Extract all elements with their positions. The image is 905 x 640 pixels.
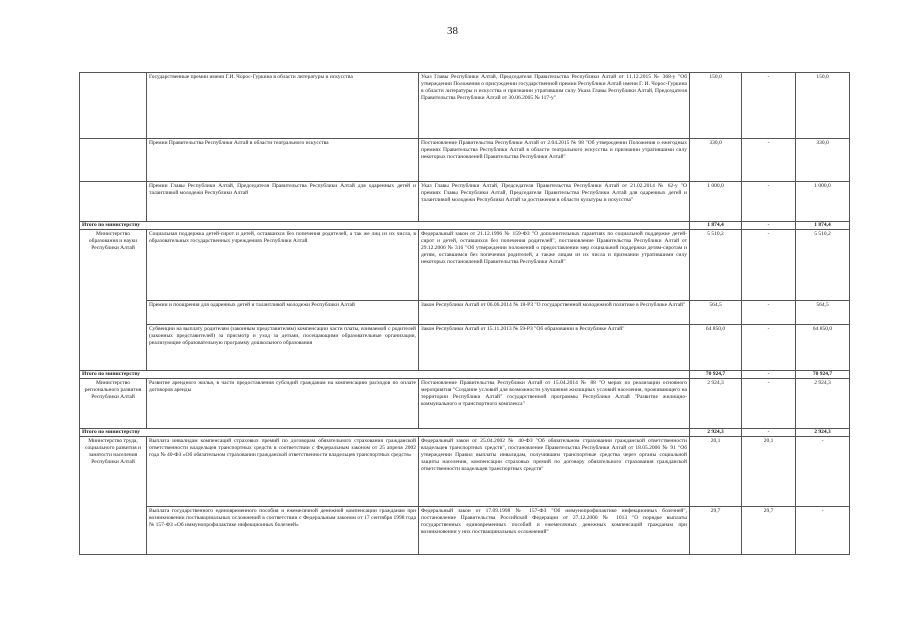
ministry-total-row [80,371,850,379]
ministry-cell [80,73,147,139]
legal-basis-cell: Закон Республики Алтай от 06.06.2014 № 18-РЗ "О государственной молодежной политике в Республике Алтай" [419,301,690,325]
table-row [80,379,850,429]
legal-basis-cell: Закон Республики Алтай от 15.11.2013 № 59-РЗ "Об образовании в Республике Алтай" [419,325,690,371]
table-row [80,437,850,507]
federal-cell: - [742,73,796,139]
total-cell: 330,0 [690,139,742,182]
benefits-table [79,72,850,555]
total-label: Итого по министерству [80,371,690,379]
program-cell: Государственные премии имени Г.И. Чорос-Гуркина в области литературы и искусства [147,73,419,139]
program-cell: Выплата государственного единовременного пособия и ежемесячной денежной компенсации гражданам при возникновении поствакцинальных осложнений в соответствии с Федеральным законом от 17 сентября 1998 года № 157-ФЗ «Об иммунопрофилактике инфекционных болезней» [147,507,419,555]
total-sum: 70 924,7 [690,371,742,379]
ministry-cell: Министерство труда, социального развития и занятости населения Республики Алтай [80,437,147,555]
ministry-total-row [80,429,850,437]
legal-basis-cell: Постановление Правительства Республики Алтай от 2.04.2015 № 98 "Об утверждении Положения о ежегодных премиях Правительства Республики Алтай в области театрального искусства и признании утратившими силу некоторых постановлений Правительства Республики Алтай" [419,139,690,182]
ministry-cell [80,139,147,182]
regional-cell: 1 000,0 [796,182,850,222]
regional-cell: 64 850,0 [796,325,850,371]
regional-cell: 2 924,3 [796,379,850,429]
total-label: Итого по министерству [80,222,690,230]
federal-cell: - [742,379,796,429]
table-row [80,182,850,222]
program-cell: Выплата инвалидам компенсаций страховых премий по договорам обязательного страхования гражданской ответственности владельцев транспортных средств в соответствии с Федеральным законом от 25 апреля 2002 года № 40-ФЗ «Об обязательном страховании гражданской ответственности владельцев транспортных средств» [147,437,419,507]
program-cell: Субвенции на выплату родителям (законным представителям) компенсации части платы, взимаемой с родителей (законных представителей) за присмотр и уход за детьми, посещающими образовательные организации, реализующие образовательную программу дошкольного образования [147,325,419,371]
total-cell: 29,7 [690,507,742,555]
total-federal: - [742,222,796,230]
legal-basis-cell: Федеральный закон от 17.09.1998 № 157-ФЗ "Об иммунопрофилактике инфекционных болезней", постановление Правительства Российской Федерации от 27.12.2000 № 1013 "О порядке выплаты государственных единовременных пособий и ежемесячных денежных компенсаций гражданам при возникновении у них поствакцинальных осложнений" [419,507,690,555]
total-cell: 64 850,0 [690,325,742,371]
table-row [80,230,850,301]
regional-cell: 564,5 [796,301,850,325]
total-federal: - [742,371,796,379]
total-regional: 70 924,7 [796,371,850,379]
total-label: Итого по министерству [80,429,690,437]
total-regional: 1 874,4 [796,222,850,230]
legal-basis-cell: Указ Главы Республики Алтай, Председателя Правительства Республики Алтай от 11.12.2015 № 368-у "Об утверждении Положения о присуждении государственной премии Республики Алтай имени Г. И. Чорос-Гуркина в области литературы и искусства и признании утратившим силу Указа Главы Республики Алтай, Председателя Правительства Республики Алтай от 30.06.2005 № 117-у" [419,73,690,139]
ministry-cell [80,182,147,222]
total-cell: 564,5 [690,301,742,325]
regional-cell: 330,0 [796,139,850,182]
regional-cell: 5 510,2 [796,230,850,301]
table-row [80,507,850,555]
federal-cell: - [742,182,796,222]
federal-cell: - [742,301,796,325]
ministry-cell: Министерство образования и науки Республики Алтай [80,230,147,371]
total-regional: 2 924,3 [796,429,850,437]
ministry-total-row [80,222,850,230]
program-cell: Премии Правительства Республики Алтай в области театрального искусства [147,139,419,182]
federal-cell: 29,7 [742,507,796,555]
table-row [80,301,850,325]
federal-cell: - [742,139,796,182]
regional-cell: 150,0 [796,73,850,139]
federal-cell: - [742,325,796,371]
program-cell: Социальная поддержка детей-сирот и детей, оставшихся без попечения родителей, а так же лиц из их числа, в образовательных государственных учреждениях Республики Алтай [147,230,419,301]
total-cell: 150,0 [690,73,742,139]
federal-cell: - [742,230,796,301]
table-row [80,73,850,139]
total-cell: 2 924,3 [690,379,742,429]
total-federal: - [742,429,796,437]
legal-basis-cell: Федеральный закон от 25.04.2002 № 40-ФЗ "Об обязательном страховании гражданской ответственности владельцев транспортных средств", постановление Правительства Республики Алтай от 18.05.2006 № 91 "Об утверждении Правил выплаты инвалидам, получившим транспортные средства через органы социальной защиты населения, компенсации страховых премий по договору обязательного страхования гражданской ответственности владельцев транспортных средств" [419,437,690,507]
program-cell: Премии Главы Республики Алтай, Председателя Правительства Республики Алтай для одаренных детей и талантливой молодежи Республики Алтай [147,182,419,222]
program-cell: Премии и поощрения для одаренных детей и талантливой молодежи Республики Алтай [147,301,419,325]
total-sum: 2 924,3 [690,429,742,437]
regional-cell: - [796,507,850,555]
table-row [80,325,850,371]
total-cell: 5 510,2 [690,230,742,301]
total-sum: 1 874,4 [690,222,742,230]
legal-basis-cell: Федеральный закон от 21.12.1996 № 159-ФЗ "О дополнительных гарантиях по социальной поддержке детей-сирот и детей, оставшихся без попечения родителей", постановление Правительства Республики Алтай от 29.12.2006 № 316 "Об утверждении положений о предоставлении мер социальной поддержки детям-сиротам и детям, оставшимся без попечения родителей, а также лицам из их числа и признании утратившими силу некоторых постановлений Правительства Республики Алтай" [419,230,690,301]
legal-basis-cell: Постановление Правительства Республики Алтай от 15.04.2014 № 88 "О мерах по реализации основного мероприятия "Создание условий для возможности улучшения жилищных условий населения, проживающего на территории Республики Алтай" государственной программы Республики Алтай "Развитие жилищно-коммунального и транспортного комплекса" [419,379,690,429]
regional-cell: - [796,437,850,507]
federal-cell: 20,1 [742,437,796,507]
program-cell: Развитие арендного жилья, в части предоставления субсидий гражданам на компенсацию расходов по оплате договоров аренды [147,379,419,429]
page-number: 38 [447,25,458,37]
total-cell: 1 000,0 [690,182,742,222]
ministry-cell: Министерство регионального развития Республики Алтай [80,379,147,429]
legal-basis-cell: Указ Главы Республики Алтай, Председателя Правительства Республики Алтай от 21.02.2014 № 62-у "О премиях Главы Республики Алтай, Председателя Правительства Республики Алтай для одаренных детей и талантливой молодежи Республики Алтай за достижения в области культуры и искусства" [419,182,690,222]
table-row [80,139,850,182]
total-cell: 20,1 [690,437,742,507]
